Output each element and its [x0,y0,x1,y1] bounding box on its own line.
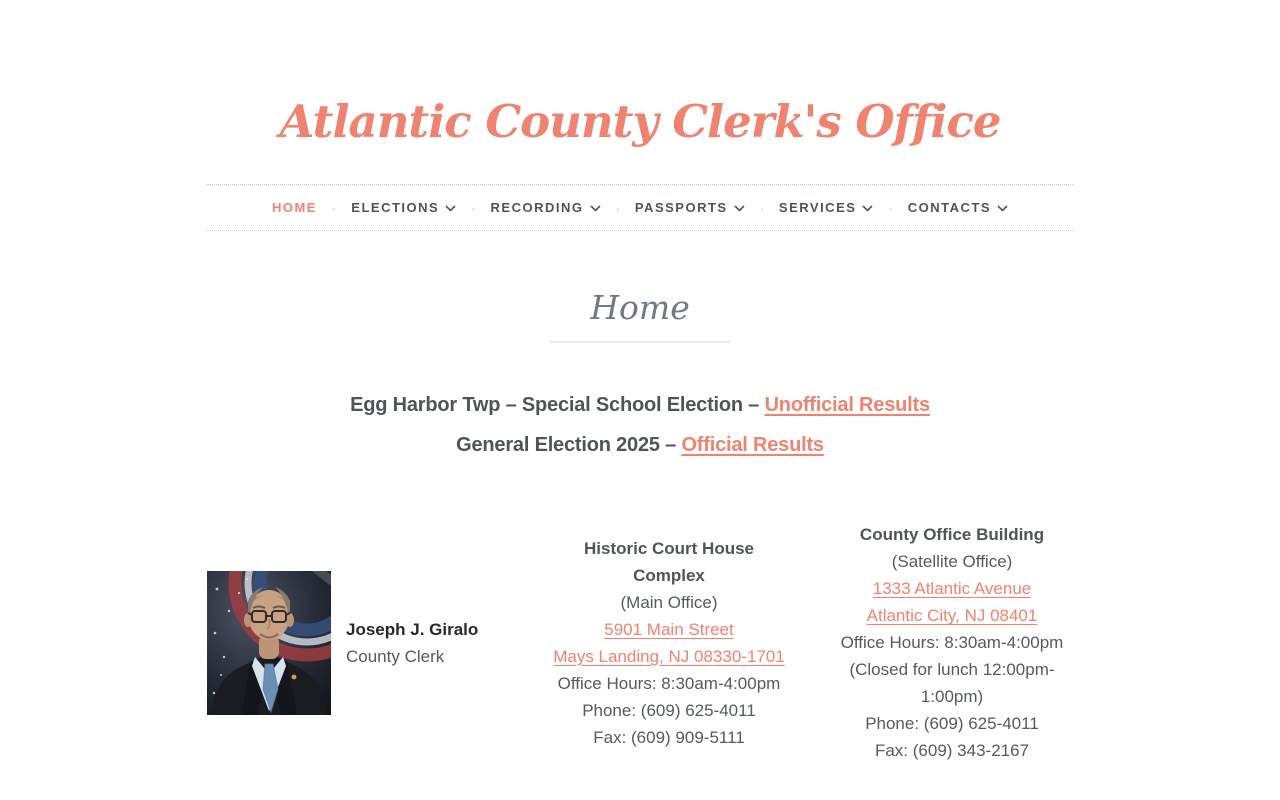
heading-divider [550,341,730,343]
office-name: Historic Court House Complex [583,538,755,585]
nav-separator: · [615,200,620,216]
main-nav [207,184,1073,231]
nav-separator: · [331,200,337,216]
office-satellite [831,521,1073,764]
office-fax: Fax: (609) 909-5111 [593,727,745,747]
office-hours: Office Hours: 8:30am-4:00pm [557,673,781,693]
nav-item-services-label: SERVICES [778,200,857,215]
clerk-title: County Clerk [346,646,445,666]
nav-item-elections[interactable] [351,200,456,215]
nav-separator: · [888,200,893,216]
nav-separator: · [471,200,476,216]
office-lunch-note: (Closed for lunch 12:00pm-1:00pm) [849,660,1055,707]
site-container [207,0,1073,764]
nav-item-passports[interactable] [635,200,745,215]
nav-item-elections-label: ELECTIONS [351,200,440,215]
contact-row [207,521,1073,764]
page-title: Home [590,288,690,327]
nav-item-home[interactable] [272,200,317,215]
nav-item-recording-label: RECORDING [490,200,584,215]
nav-list [207,199,1073,217]
office-fax: Fax: (609) 343-2167 [874,741,1030,761]
announcements [207,385,1073,465]
office-subtitle: (Main Office) [620,592,718,612]
office-subtitle: (Satellite Office) [891,552,1013,572]
site-title: Atlantic County Clerk's Office [279,95,1001,148]
nav-item-contacts-label: CONTACTS [907,200,992,215]
office-address-link[interactable]: Mays Landing, NJ 08330-1701 [553,646,785,666]
office-address-link[interactable]: 1333 Atlantic Avenue [872,579,1032,599]
announcement-text: General Election 2025 – [456,434,682,457]
office-address-link[interactable]: Atlantic City, NJ 08401 [866,606,1038,626]
nav-item-recording[interactable] [491,200,601,215]
announcement-line [207,425,1073,465]
clerk-column [207,571,507,715]
main-content [207,290,1073,764]
nav-item-passports-label: PASSPORTS [634,200,728,215]
nav-item-home-label: HOME [271,200,317,215]
office-phone: Phone: (609) 625-4011 [582,700,756,720]
office-hours: Office Hours: 8:30am-4:00pm [840,633,1064,653]
office-address-link[interactable]: 5901 Main Street [604,619,734,639]
office-phone: Phone: (609) 625-4011 [865,714,1039,734]
nav-item-contacts[interactable] [908,200,1008,215]
site-header [207,0,1073,149]
chevron-down-icon [734,205,745,212]
county-clerk-photo [207,571,331,715]
nav-separator: · [759,200,764,216]
chevron-down-icon [445,205,456,212]
chevron-down-icon [590,205,601,212]
chevron-down-icon [997,205,1008,212]
clerk-text [346,616,478,670]
official-results-link[interactable]: Official Results [681,434,824,457]
announcement-text: Egg Harbor Twp – Special School Election – [350,394,765,417]
chevron-down-icon [862,205,873,212]
clerk-name: Joseph J. Giralo [346,619,479,639]
office-main [548,535,790,751]
nav-item-services[interactable] [779,200,874,215]
office-name: County Office Building [859,525,1045,545]
unofficial-results-link[interactable]: Unofficial Results [764,394,930,417]
announcement-line [207,385,1073,425]
